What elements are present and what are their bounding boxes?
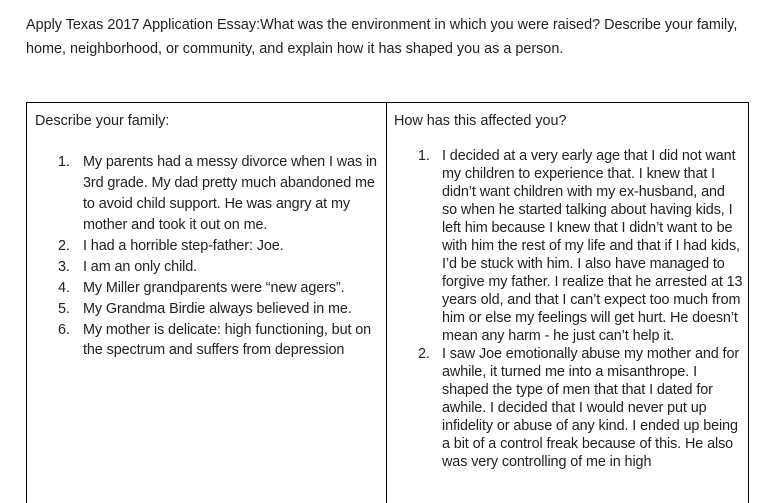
family-list-item [58,236,383,257]
list-item-text: I saw Joe emotionally abuse my mother and for awhile, it turned me into a misanthrope. I shaped the type of men that that I dated for awhile. I decided that I would never put up infidelity or abuse of any kind. I ended up being a bit of a control freak because of this. He also was very controlling of me in high [442,346,740,470]
list-item-text: I am an only child. [83,259,198,275]
family-list [58,152,383,360]
family-list-item [58,299,383,320]
family-column [27,103,387,503]
list-number: 4. [58,280,70,296]
list-item-text: My Miller grandparents were “new agers”. [83,280,345,296]
list-number: 6. [58,322,70,338]
family-list-item [58,278,383,299]
effect-column-header: How has this affected you? [394,113,567,129]
family-column-header: Describe your family: [35,113,170,129]
essay-prompt: Apply Texas 2017 Application Essay:What was the environment in which you were raised? Describe your family, home, neighborhood, or community, and explain how it has shaped you as a person. [26,17,738,57]
effect-list-item [418,345,743,471]
list-number: 3. [58,259,70,275]
list-item-text: I decided at a very early age that I did not want my children to experience that. I knew that I didn’t want children with my ex-husband, and so when he started talking about having kids, I left him because I knew that I didn’t want to be with him the rest of my life and that if I had kids, I’d be stuck with him. I also have managed to forgive my father. I realize that he arrested at 13 years old, and that I can’t expect too much from him or else my feelings will get hurt. He doesn’t mean any harm - he just can’t help it. [442,148,743,344]
family-list-item [58,152,383,236]
effect-list [418,147,743,471]
effect-column [387,103,748,503]
effect-list-item [418,147,743,345]
family-list-item [58,320,383,360]
family-list-item [58,257,383,278]
list-item-text: My parents had a messy divorce when I was in 3rd grade. My dad pretty much abandoned me to avoid child support. He was angry at my mother and took it out on me. [83,154,377,233]
list-item-text: I had a horrible step-father: Joe. [83,238,284,254]
list-number: 2. [58,238,70,254]
list-item-text: My mother is delicate: high functioning, but on the spectrum and suffers from depression [83,322,372,358]
list-number: 1. [418,148,430,164]
list-number: 5. [58,301,70,317]
list-number: 1. [58,154,70,170]
essay-table [26,102,749,503]
list-item-text: My Grandma Birdie always believed in me. [83,301,352,317]
list-number: 2. [418,346,430,362]
